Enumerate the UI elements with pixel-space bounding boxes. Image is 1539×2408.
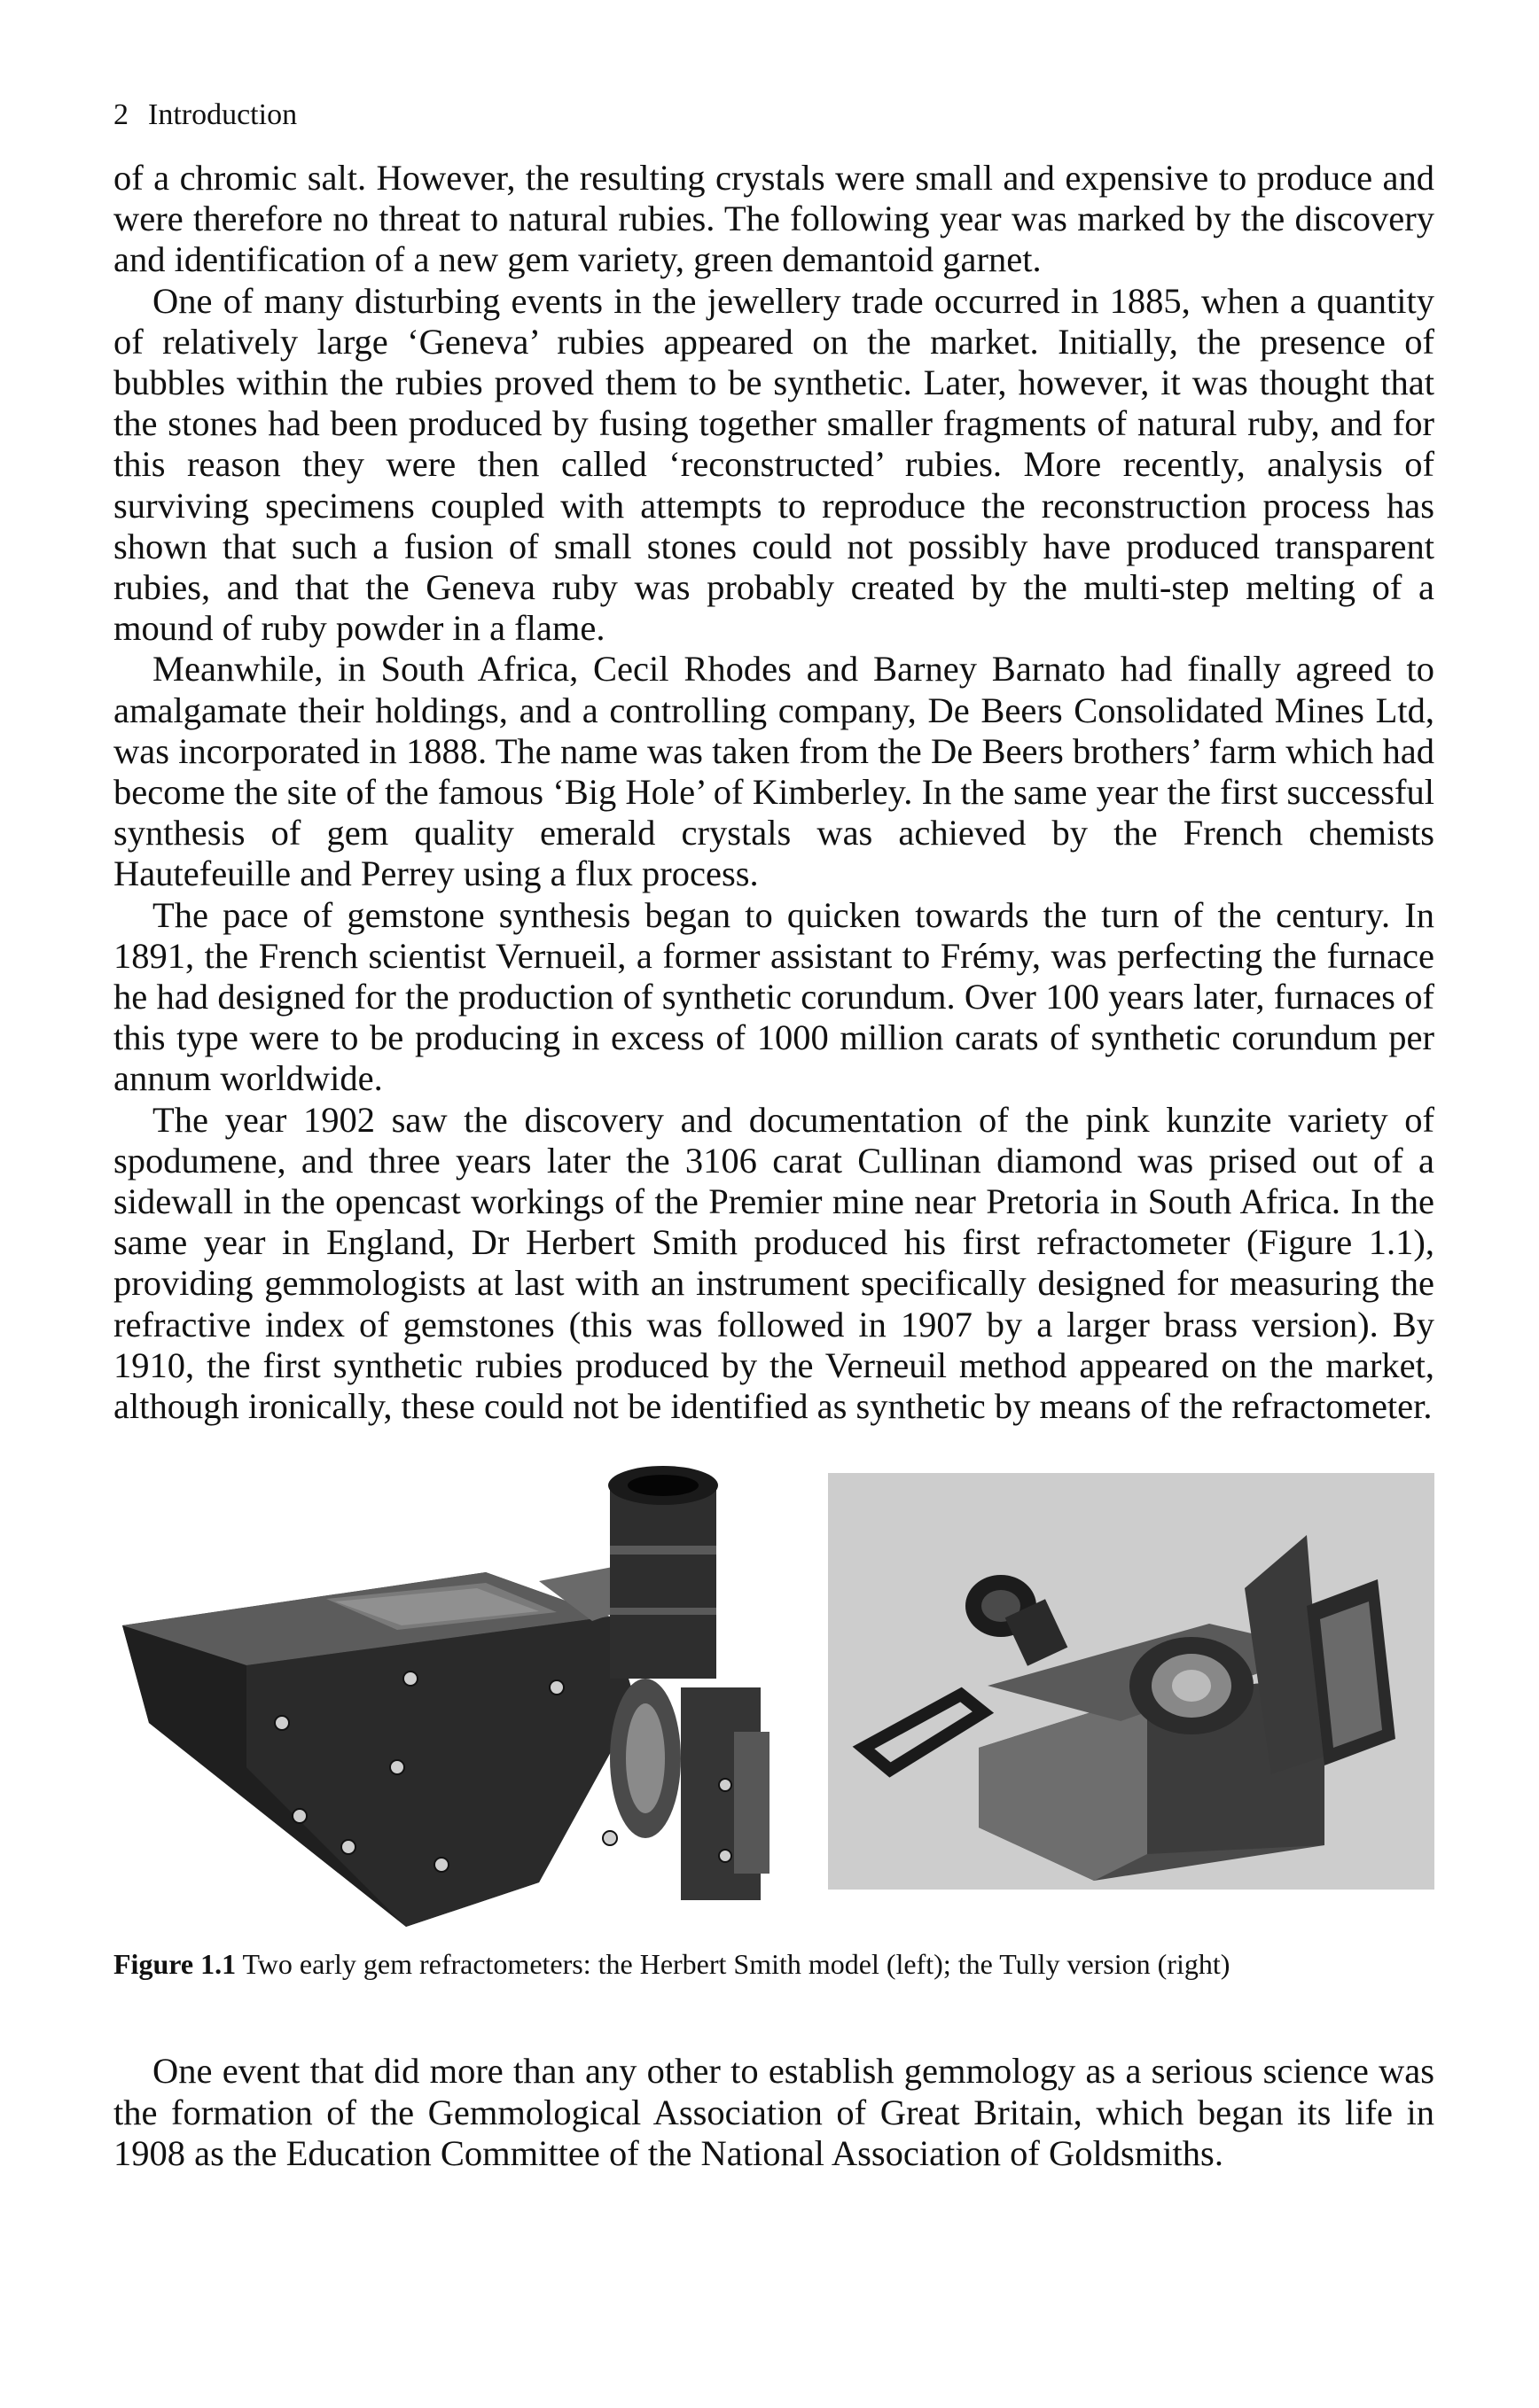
paragraph: of a chromic salt. However, the resulting crystals were small and expensive to produce and were therefore no threat to natural rubies. The following year was marked by the discovery and identification of a new gem variety, green demantoid garnet.: [113, 158, 1434, 280]
figure-label: Figure 1.1: [113, 1948, 237, 1981]
section-title: Introduction: [148, 98, 298, 131]
paragraph: One event that did more than any other to establish gemmology as a serious science was the formation of the Gemmological Association of Great Britain, which began its life in 1908 as the Education Committee of the National Association of Goldsmiths.: [113, 2051, 1434, 2173]
body-text-continued: [113, 2051, 1434, 2174]
page-number: 2: [113, 98, 129, 131]
body-text: [113, 158, 1434, 1427]
paragraph: Meanwhile, in South Africa, Cecil Rhodes and Barney Barnato had finally agreed to amalgamate their holdings, and a controlling company, De Beers Consolidated Mines Ltd, was incorporated in 1888. The name was taken from the De Beers brothers’ farm which had become the site of the famous ‘Big Hole’ of Kimberley. In the same year the first successful synthesis of gem quality emerald crystals was achieved by the French chemists Hautefeuille and Perrey using a flux process.: [113, 649, 1434, 894]
herbert-smith-refractometer-photo: [113, 1466, 814, 1927]
paragraph: The year 1902 saw the discovery and documentation of the pink kunzite variety of spodumene, and three years later the 3106 carat Cullinan diamond was prised out of a sidewall in the opencast workings of the Premier mine near Pretoria in South Africa. In the same year in England, Dr Herbert Smith produced his first refractometer (Figure 1.1), providing gemmologists at last with an instrument specifically designed for measuring the refractive index of gemstones (this was followed in 1907 by a larger brass version). By 1910, the first synthetic rubies produced by the Verneuil method appeared on the market, although ironically, these could not be identified as synthetic by means of the refractometer.: [113, 1099, 1434, 1427]
book-page: [113, 97, 1434, 2174]
figure-caption: [113, 1946, 1434, 1982]
running-head: [113, 97, 1434, 133]
figure-1-1: [113, 1466, 1434, 1927]
paragraph: The pace of gemstone synthesis began to quicken towards the turn of the century. In 1891, the French scientist Vernueil, a former assistant to Frémy, was perfecting the furnace he had designed for the production of synthetic corundum. Over 100 years later, furnaces of this type were to be producing in excess of 1000 million carats of synthetic corundum per annum worldwide.: [113, 894, 1434, 1099]
paragraph: One of many disturbing events in the jewellery trade occurred in 1885, when a quantity of relatively large ‘Geneva’ rubies appeared on the market. Initially, the presence of bubbles within the rubies proved them to be synthetic. Later, however, it was thought that the stones had been produced by fusing together smaller fragments of natural ruby, and for this reason they were then called ‘reconstructed’ rubies. More recently, analysis of surviving specimens coupled with attempts to reproduce the reconstruction process has shown that such a fusion of small stones could not possibly have produced transparent rubies, and that the Geneva ruby was probably created by the multi-step melting of a mound of ruby powder in a flame.: [113, 280, 1434, 649]
figure-caption-text: Two early gem refractometers: the Herbert Smith model (left); the Tully version (right): [242, 1948, 1230, 1981]
tully-refractometer-photo: [828, 1473, 1434, 1890]
